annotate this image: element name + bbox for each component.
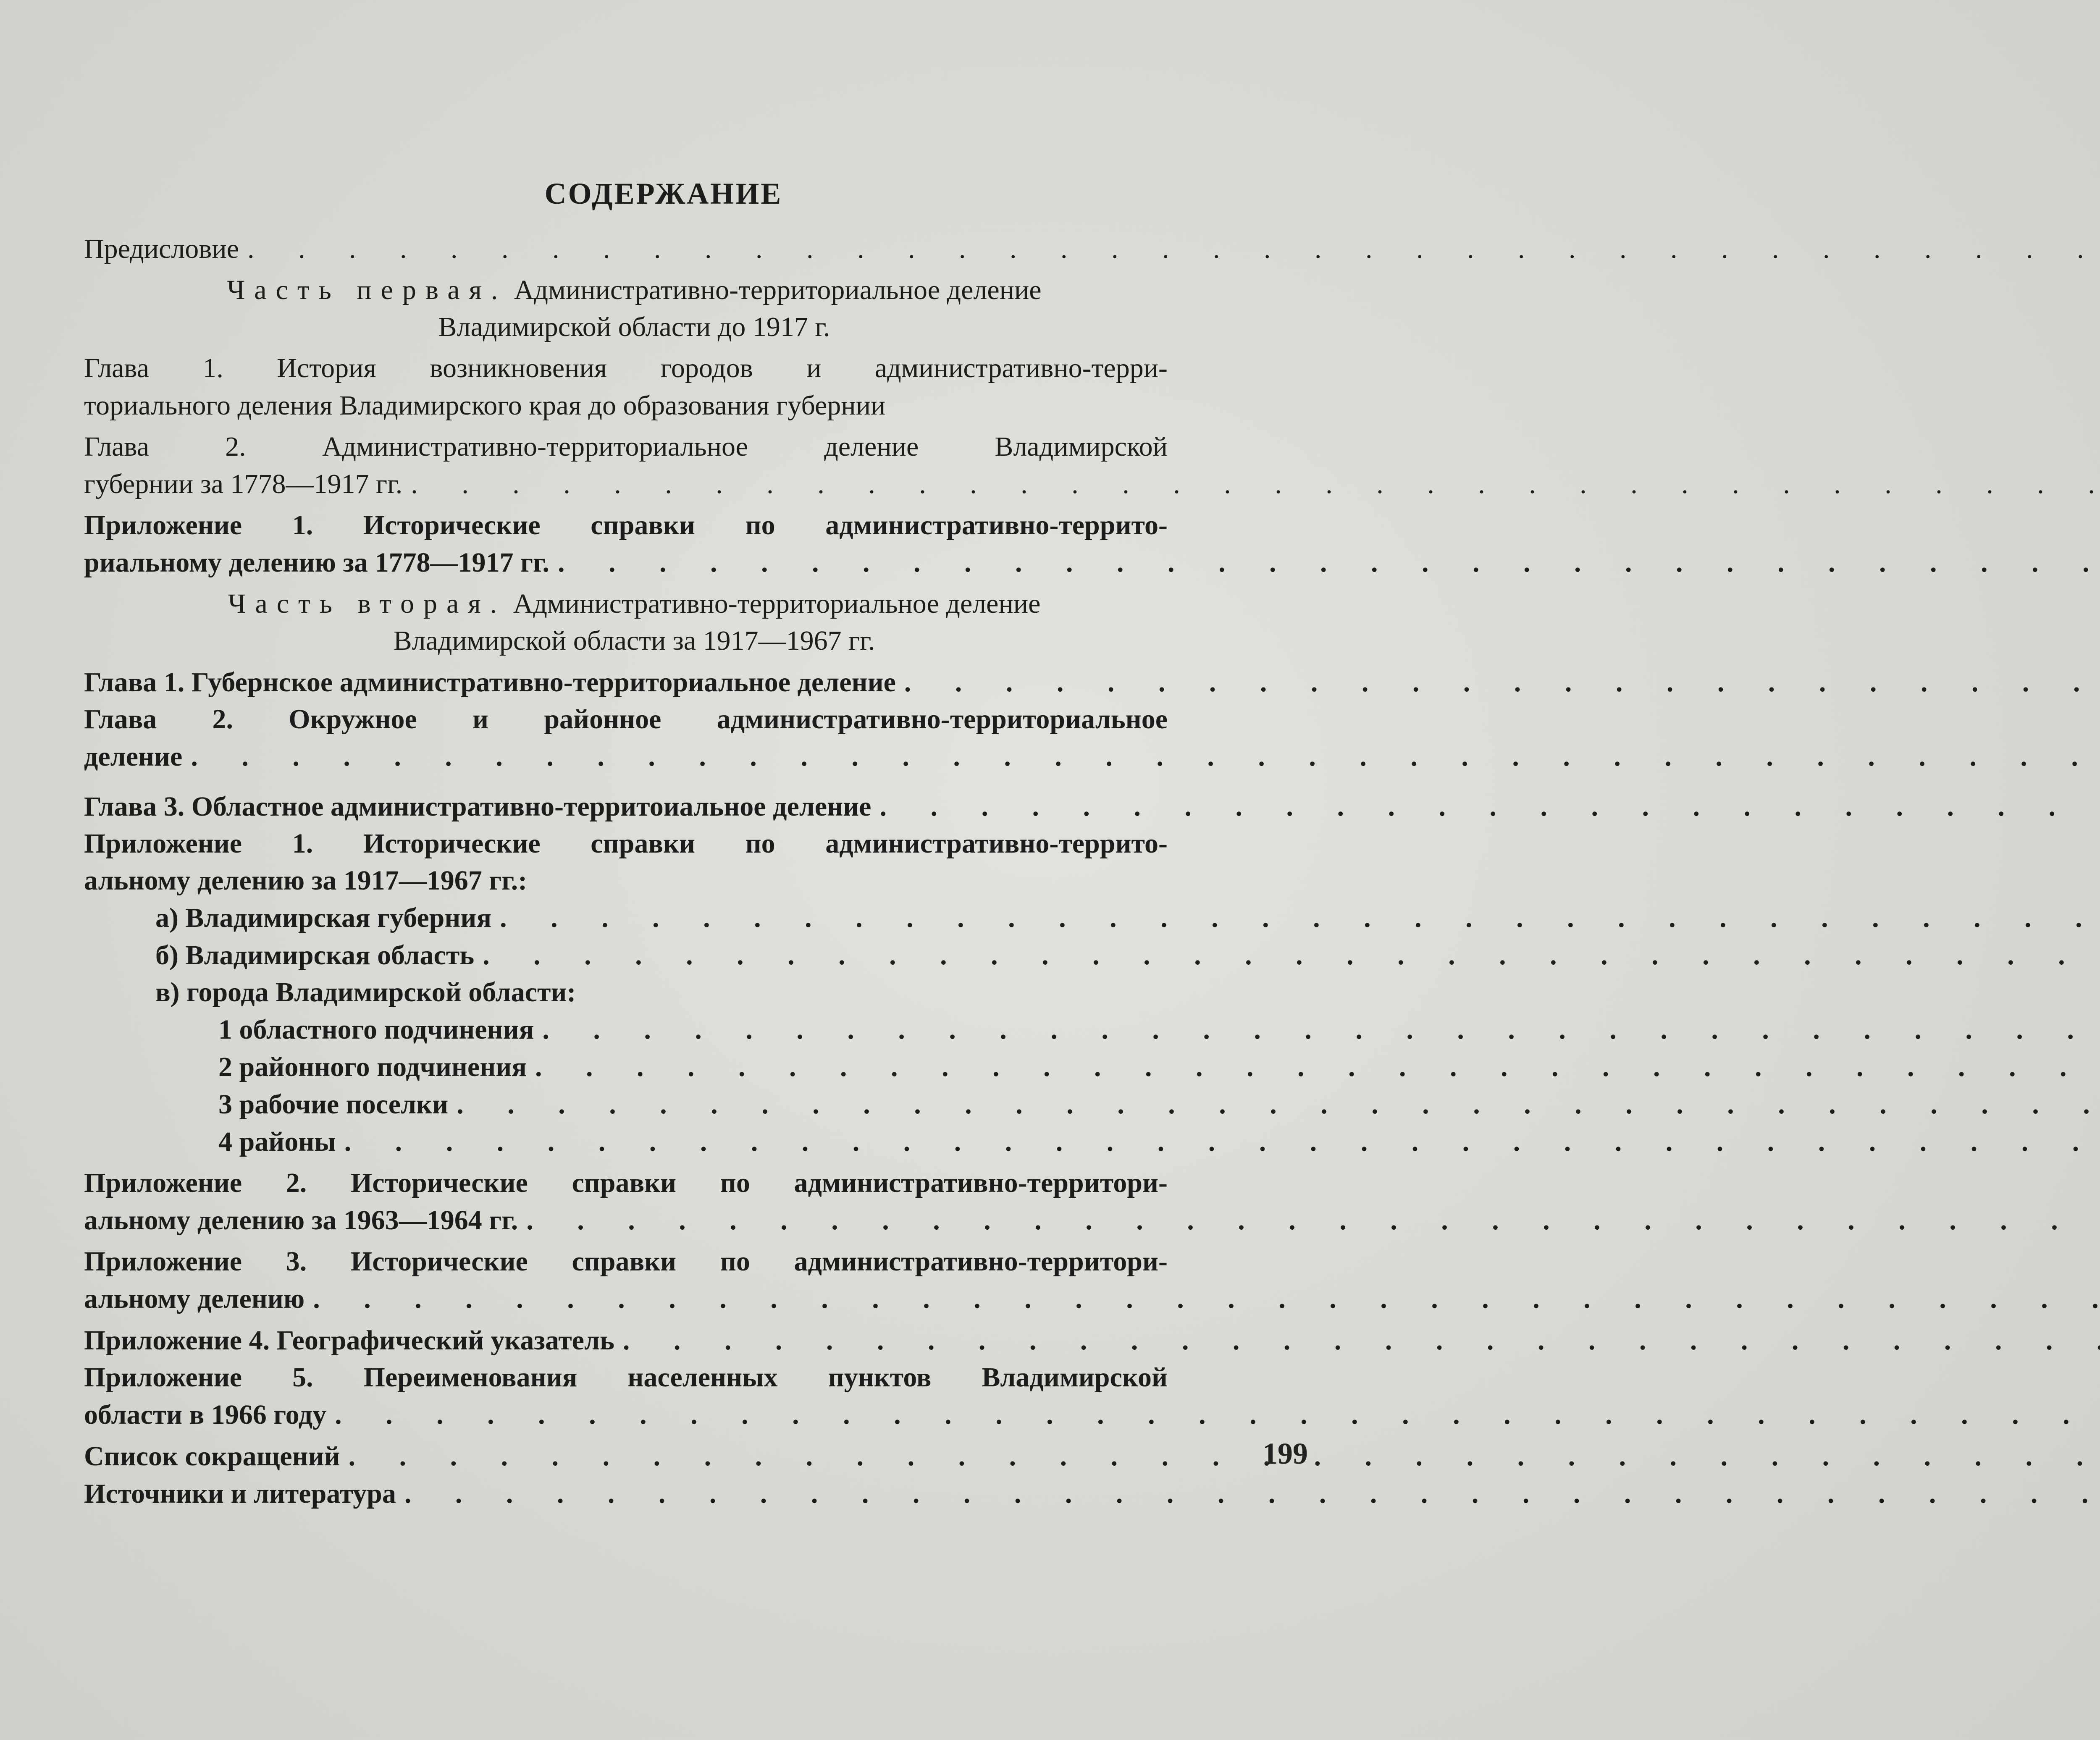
leader-dots	[879, 788, 2100, 825]
table-of-contents	[84, 230, 1226, 1512]
part-title-line2: Владимирской области за 1917—1967 гг.	[393, 625, 875, 656]
entry-label: а) Владимирская губерния	[155, 903, 492, 933]
entry-line1: Приложение 1. Исторические справки по административно-террито-	[84, 510, 1168, 541]
toc-entry-p2-chapter1	[84, 664, 1226, 701]
leader-dots	[483, 937, 2100, 974]
toc-entry-p2-chapter3	[84, 788, 1226, 825]
entry-line2: ториального деления Владимирского края до образования губернии	[84, 390, 886, 421]
entry-label: б) Владимирская область	[155, 940, 475, 971]
part-title-line2: Владимирской области до 1917 г.	[438, 312, 830, 342]
entry-label: Источники и литература	[84, 1478, 396, 1509]
toc-subheading: в) города Владимирской области:	[155, 977, 576, 1008]
entry-label: Глава 3. Областное административно-территоиальное деление	[84, 791, 872, 822]
entry-line2: области в 1966 году	[84, 1399, 327, 1430]
page-number: 199	[1263, 1437, 1308, 1470]
leader-dots	[526, 1202, 2100, 1239]
page-title: СОДЕРЖАНИЕ	[544, 177, 783, 210]
entry-line1: Глава 2. Административно-территориальное деление Владимирской	[84, 431, 1168, 462]
toc-entry-abbreviations	[84, 1438, 1226, 1475]
toc-entry-p2-appendix5	[84, 1359, 1226, 1433]
leader-dots	[457, 1086, 2100, 1123]
entry-line1: Приложение 2. Исторические справки по административно-территори-	[84, 1168, 1168, 1198]
entry-label: Список сокращений	[84, 1441, 340, 1472]
entry-label: Предисловие	[84, 234, 239, 264]
entry-label: 4 районы	[218, 1126, 336, 1157]
toc-entry-p1-chapter1	[84, 350, 1226, 424]
leader-dots	[535, 1049, 2100, 1086]
toc-entry-preface	[84, 230, 1226, 268]
entry-line1: Приложение 5. Переименования населенных пунктов Владимирской	[84, 1362, 1168, 1393]
part-title: Административно-территориальное деление	[507, 275, 1042, 305]
part-word: Часть вторая.	[228, 588, 507, 619]
entry-label: 2 районного подчинения	[218, 1052, 527, 1082]
leader-dots	[904, 664, 2100, 701]
leader-dots	[500, 900, 2100, 937]
entry-line2: альному делению за 1917—1967 гг.:	[84, 865, 528, 896]
entry-line2: губернии за 1778—1917 гг.	[84, 469, 403, 499]
part-word: Часть первая.	[227, 275, 507, 305]
entry-line1: Глава 2. Окружное и районное административно-территориальное	[84, 704, 1168, 735]
leader-dots	[191, 738, 2100, 775]
leader-dots	[247, 231, 2100, 268]
toc-entry-p2-chapter2	[84, 701, 1226, 775]
toc-entry-p2-appendix4	[84, 1322, 1226, 1359]
entry-line1: Приложение 1. Исторические справки по административно-террито-	[84, 828, 1168, 859]
leader-dots	[623, 1322, 2100, 1359]
entry-line2: деление	[84, 741, 183, 772]
toc-subentry	[84, 1048, 1361, 1086]
leader-dots	[344, 1123, 2100, 1160]
part-heading-1	[84, 272, 1226, 346]
toc-entry-p2-appendix1	[84, 825, 1226, 1160]
leader-dots	[404, 1475, 2100, 1512]
entry-label: Глава 1. Губернское административно-территориальное деление	[84, 667, 896, 698]
leader-dots	[558, 544, 2100, 581]
toc-subentry	[84, 1123, 1361, 1160]
toc-page	[84, 176, 1226, 1512]
entry-line2: альному делению	[84, 1283, 305, 1314]
leader-dots	[335, 1396, 2100, 1433]
part-title: Административно-территориальное деление	[506, 588, 1041, 619]
toc-subentry	[84, 937, 1298, 974]
toc-subentry	[84, 1011, 1361, 1048]
leader-dots	[542, 1011, 2100, 1048]
part-heading-2	[84, 585, 1226, 659]
toc-subentry	[84, 1086, 1361, 1123]
entry-label: Приложение 4. Географический указатель	[84, 1325, 614, 1356]
entry-line1: Глава 1. История возникновения городов и административно-терри-	[84, 353, 1168, 383]
toc-entry-p2-appendix2	[84, 1165, 1226, 1239]
entry-label: 1 областного подчинения	[218, 1014, 534, 1045]
entry-line2: риальному делению за 1778—1917 гг.	[84, 547, 549, 578]
toc-entry-p2-appendix3	[84, 1243, 1226, 1317]
toc-subentry	[84, 899, 1298, 937]
entry-label: 3 рабочие поселки	[218, 1089, 449, 1120]
leader-dots	[411, 466, 2100, 503]
leader-dots	[313, 1281, 2100, 1317]
entry-line1: Приложение 3. Исторические справки по административно-территори-	[84, 1246, 1168, 1277]
leader-dots	[349, 1438, 2100, 1475]
toc-entry-sources	[84, 1475, 1226, 1512]
entry-line2: альному делению за 1963—1964 гг.	[84, 1205, 518, 1236]
toc-entry-p1-appendix1	[84, 507, 1226, 581]
toc-entry-p1-chapter2	[84, 428, 1226, 503]
